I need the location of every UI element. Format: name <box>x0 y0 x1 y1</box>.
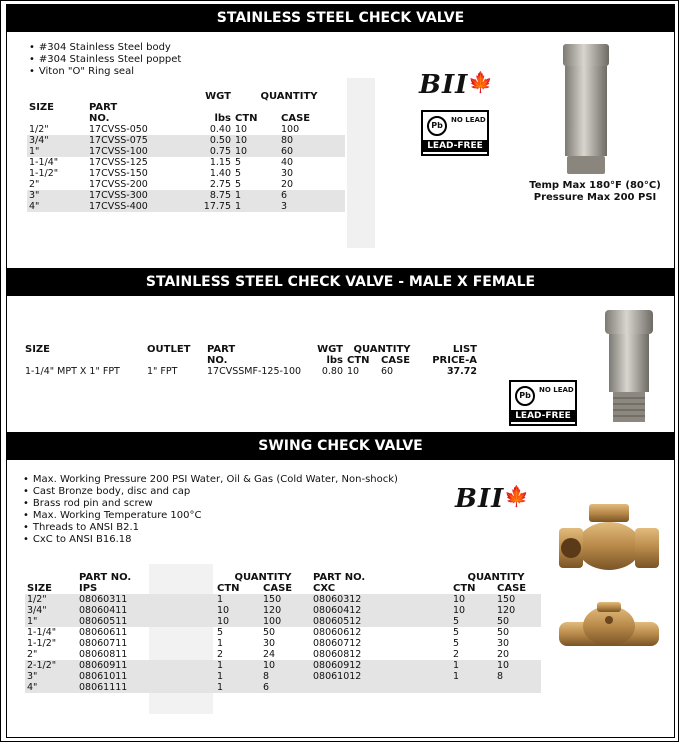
cell-case: 3 <box>279 201 345 212</box>
cell-cxc <box>311 682 391 693</box>
cell-ips: 08060911 <box>77 660 145 671</box>
col-header: CASE <box>281 113 311 124</box>
cell-cxc: 08060312 <box>311 594 391 605</box>
table-row <box>25 594 541 605</box>
cell-cxc: 08060412 <box>311 605 391 616</box>
table-row <box>27 168 345 179</box>
cell-size: 3/4" <box>27 135 87 146</box>
cell-ctn: 5 <box>453 638 460 649</box>
cell-part: 17CVSS-300 <box>87 190 173 201</box>
cell-cxc: 08060512 <box>311 616 391 627</box>
section-swing <box>6 460 675 738</box>
cell-price: 37.72 <box>446 366 477 377</box>
cell-case: 60 <box>279 146 345 157</box>
feature-list <box>23 474 398 546</box>
cell-size: 1-1/2" <box>29 168 59 179</box>
cell-case: 100 <box>261 616 311 627</box>
col-header: PART <box>207 344 236 355</box>
col-header: CTN <box>453 583 476 594</box>
cell-case: 80 <box>279 135 345 146</box>
cell-wgt: 17.75 <box>173 201 233 212</box>
cell-wgt: 1.40 <box>209 168 231 179</box>
col-header: PRICE-A <box>432 355 477 366</box>
swing-valve-ips-image <box>559 500 659 584</box>
cell-ips: 08060711 <box>79 638 128 649</box>
spacer-cell <box>145 594 215 605</box>
bii-logo <box>455 484 530 514</box>
cell-wgt: 8.75 <box>173 190 233 201</box>
cell-case: 30 <box>497 638 510 649</box>
shade-column <box>347 78 375 248</box>
cell-case: 30 <box>281 168 294 179</box>
cell-ctn: 10 <box>233 135 279 146</box>
pressure-max: Pressure Max 200 PSI <box>533 192 657 203</box>
col-header: WGT <box>317 344 343 355</box>
cell-part: 17CVSS-200 <box>89 179 148 190</box>
spacer-cell <box>145 671 215 682</box>
cell-size: 4" <box>27 201 87 212</box>
table-row <box>27 179 345 190</box>
feature-item: • #304 Stainless Steel body <box>29 42 181 54</box>
cell-case: 20 <box>281 179 294 190</box>
lead-free-text: LEAD-FREE <box>511 410 575 422</box>
cell-case: 60 <box>381 366 394 377</box>
feature-item: • Cast Bronze body, disc and cap <box>23 486 398 498</box>
logo-text: BII <box>455 484 505 514</box>
spacer-cell <box>391 605 451 616</box>
table-row <box>27 124 345 135</box>
spacer-cell <box>145 627 215 638</box>
spec-table <box>23 344 479 377</box>
col-header: OUTLET <box>147 344 191 355</box>
cell-ctn: 10 <box>451 605 495 616</box>
cell-size: 1-1/4" MPT X 1" FPT <box>25 366 120 377</box>
col-header: NO. <box>207 355 228 366</box>
cell-size: 1/2" <box>29 124 49 135</box>
cell-case: 50 <box>497 627 510 638</box>
cell-case: 150 <box>261 594 311 605</box>
table-row <box>25 682 541 693</box>
cell-part: 17CVSS-125 <box>89 157 148 168</box>
cell-size: 4" <box>25 682 77 693</box>
cell-ctn: 10 <box>215 605 261 616</box>
cell-ctn: 1 <box>217 638 224 649</box>
table-row <box>27 135 345 146</box>
lead-free-badge <box>509 380 577 426</box>
cell-size: 3" <box>25 671 77 682</box>
cell-part: 17CVSSMF-125-100 <box>207 366 302 377</box>
cell-size: 2-1/2" <box>25 660 77 671</box>
feature-item: • Max. Working Temperature 100°C <box>23 510 398 522</box>
col-header: lbs <box>214 113 231 124</box>
no-lead-text: NO LEAD <box>451 116 486 124</box>
cell-size: 1-1/2" <box>27 638 57 649</box>
cell-cxc: 08060712 <box>313 638 362 649</box>
spacer-cell <box>145 605 215 616</box>
no-lead-text: NO LEAD <box>539 386 574 394</box>
table-row <box>25 660 541 671</box>
cell-ctn: 5 <box>453 627 460 638</box>
cell-wgt: 0.80 <box>321 366 343 377</box>
swing-valve-cxc-image <box>559 600 659 664</box>
cell-part: 17CVSS-050 <box>89 124 148 135</box>
table-row <box>27 157 345 168</box>
cell-ctn <box>451 682 495 693</box>
table-row <box>27 146 345 157</box>
cell-case: 10 <box>495 660 541 671</box>
cell-wgt: 2.75 <box>209 179 231 190</box>
spacer-cell <box>391 660 451 671</box>
cell-size: 1" <box>27 146 87 157</box>
table-row <box>25 627 541 638</box>
cell-case: 8 <box>261 671 311 682</box>
cell-case: 8 <box>495 671 541 682</box>
cell-ips: 08060411 <box>77 605 145 616</box>
cell-case: 50 <box>495 616 541 627</box>
stainless-valve-image <box>557 40 615 180</box>
feature-list <box>29 42 181 78</box>
cell-part: 17CVSS-150 <box>89 168 148 179</box>
no-lead-icon: Pb <box>427 116 447 136</box>
cell-ips: 08060811 <box>79 649 128 660</box>
spacer-cell <box>145 682 215 693</box>
col-header: lbs <box>326 355 343 366</box>
spacer-cell <box>145 616 215 627</box>
cell-cxc: 08060812 <box>313 649 362 660</box>
spacer-cell <box>391 682 451 693</box>
no-lead-icon: Pb <box>515 386 535 406</box>
section-title-swing: SWING CHECK VALVE <box>6 432 675 460</box>
cell-cxc: 08061012 <box>311 671 391 682</box>
cell-size: 1-1/4" <box>29 157 59 168</box>
table-row <box>25 649 541 660</box>
col-header: PART <box>89 102 118 113</box>
cell-ips: 08060311 <box>77 594 145 605</box>
spacer-cell <box>391 594 451 605</box>
col-header: CASE <box>263 583 293 594</box>
section-stainless <box>6 32 675 268</box>
cell-case: 150 <box>495 594 541 605</box>
cell-case: 20 <box>497 649 510 660</box>
feature-item: • Threads to ANSI B2.1 <box>23 522 398 534</box>
cell-outlet: 1" FPT <box>147 366 178 377</box>
feature-item: • Max. Working Pressure 200 PSI Water, Oil & Gas (Cold Water, Non-shock) <box>23 474 398 486</box>
col-header: CTN <box>347 355 370 366</box>
cell-ctn: 1 <box>215 660 261 671</box>
col-header: QUANTITY <box>467 572 525 583</box>
spacer-cell <box>145 660 215 671</box>
cell-ctn: 1 <box>233 201 279 212</box>
feature-item: • Brass rod pin and screw <box>23 498 398 510</box>
cell-ctn: 1 <box>215 682 261 693</box>
col-header: CASE <box>497 583 527 594</box>
cell-ips: 08061011 <box>77 671 145 682</box>
cell-case <box>495 682 541 693</box>
cell-ctn: 2 <box>217 649 224 660</box>
cell-cxc: 08060912 <box>311 660 391 671</box>
cell-ctn: 10 <box>451 594 495 605</box>
section-title-stainless: STAINLESS STEEL CHECK VALVE <box>6 4 675 32</box>
cell-size: 1" <box>25 616 77 627</box>
cell-size: 3" <box>27 190 87 201</box>
lead-free-text: LEAD-FREE <box>423 140 487 152</box>
cell-size: 2" <box>29 179 40 190</box>
col-header: PART NO. <box>313 572 366 583</box>
cell-ctn: 1 <box>215 671 261 682</box>
cell-wgt: 0.50 <box>173 135 233 146</box>
spacer-cell <box>145 649 215 660</box>
temp-max: Temp Max 180°F (80°C) <box>529 180 661 191</box>
col-header: LIST <box>452 344 477 355</box>
col-header: CASE <box>381 355 411 366</box>
cell-ctn: 10 <box>347 366 360 377</box>
cell-wgt: 1.15 <box>209 157 231 168</box>
cell-wgt: 0.40 <box>209 124 231 135</box>
cell-size: 1/2" <box>25 594 77 605</box>
table-row <box>27 190 345 201</box>
cell-case: 120 <box>495 605 541 616</box>
spacer-cell <box>145 638 215 649</box>
table-row <box>25 616 541 627</box>
cell-ctn: 5 <box>451 616 495 627</box>
table-row <box>27 201 345 212</box>
cell-size: 3/4" <box>25 605 77 616</box>
col-header: NO. <box>89 113 110 124</box>
cell-size: 2" <box>27 649 38 660</box>
col-header: PART NO. <box>79 572 132 583</box>
spacer-cell <box>391 616 451 627</box>
cell-case: 50 <box>263 627 276 638</box>
cell-part: 17CVSS-400 <box>87 201 173 212</box>
section-male-female <box>6 296 675 432</box>
spec-caption <box>527 180 663 204</box>
cell-ctn: 1 <box>233 190 279 201</box>
feature-item: • CxC to ANSI B16.18 <box>23 534 398 546</box>
lead-free-badge <box>421 110 489 156</box>
col-header: IPS <box>79 583 98 594</box>
table-row <box>23 366 479 377</box>
cell-wgt: 0.75 <box>173 146 233 157</box>
col-header: WGT <box>205 91 231 102</box>
cell-part: 17CVSS-075 <box>87 135 173 146</box>
spec-table <box>27 91 345 212</box>
maple-leaf-icon: 🍁 <box>468 70 495 94</box>
cell-ips: 08060511 <box>77 616 145 627</box>
cell-case: 40 <box>281 157 294 168</box>
cell-case: 6 <box>261 682 311 693</box>
col-header: QUANTITY <box>234 572 292 583</box>
cell-ctn: 10 <box>233 146 279 157</box>
cell-case: 10 <box>261 660 311 671</box>
cell-ctn: 2 <box>453 649 460 660</box>
col-header: QUANTITY <box>260 91 318 102</box>
spacer-cell <box>391 649 451 660</box>
col-header: SIZE <box>27 583 53 594</box>
col-header: QUANTITY <box>353 344 411 355</box>
cell-part: 17CVSS-100 <box>87 146 173 157</box>
cell-ctn: 5 <box>235 168 242 179</box>
table-row <box>25 671 541 682</box>
table-row <box>25 605 541 616</box>
cell-ctn: 5 <box>235 157 242 168</box>
cell-case: 120 <box>261 605 311 616</box>
cell-case: 100 <box>281 124 300 135</box>
col-header: CXC <box>313 583 336 594</box>
cell-case: 6 <box>279 190 345 201</box>
section-title-male-female: STAINLESS STEEL CHECK VALVE - MALE X FEMALE <box>6 268 675 296</box>
spacer-cell <box>391 627 451 638</box>
col-header: SIZE <box>29 102 55 113</box>
cell-ctn: 1 <box>451 660 495 671</box>
logo-text: BII <box>419 70 469 100</box>
spacer-cell <box>391 638 451 649</box>
cell-ctn: 1 <box>451 671 495 682</box>
col-header: SIZE <box>25 344 51 355</box>
maple-leaf-icon: 🍁 <box>504 484 531 508</box>
col-header: CTN <box>217 583 240 594</box>
cell-size: 1-1/4" <box>27 627 57 638</box>
cell-ctn: 5 <box>217 627 224 638</box>
feature-item: • #304 Stainless Steel poppet <box>29 54 181 66</box>
cell-ips: 08061111 <box>77 682 145 693</box>
cell-cxc: 08060612 <box>313 627 362 638</box>
cell-ips: 08060611 <box>79 627 128 638</box>
table-row <box>25 638 541 649</box>
bii-logo <box>419 70 494 100</box>
spacer-cell <box>391 671 451 682</box>
spec-table <box>25 572 541 693</box>
male-female-valve-image <box>601 306 657 426</box>
cell-ctn: 5 <box>235 179 242 190</box>
cell-case: 30 <box>263 638 276 649</box>
cell-case: 24 <box>263 649 276 660</box>
feature-item: • Viton "O" Ring seal <box>29 66 181 78</box>
cell-ctn: 10 <box>215 616 261 627</box>
col-header: CTN <box>235 113 258 124</box>
cell-ctn: 1 <box>215 594 261 605</box>
cell-ctn: 10 <box>235 124 248 135</box>
